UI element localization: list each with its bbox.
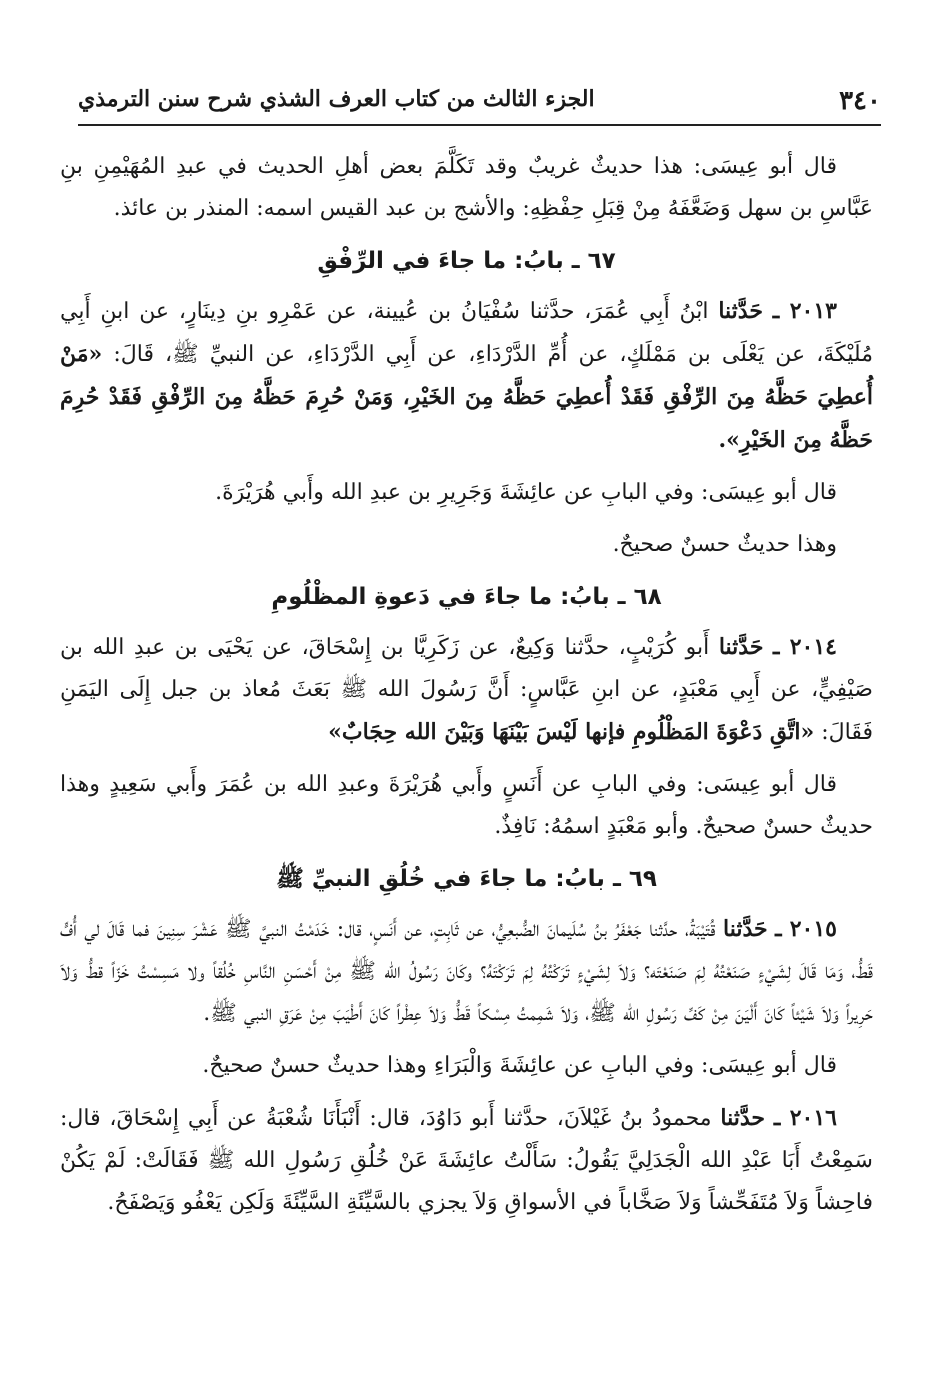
page-number: ٣٤٠ (839, 86, 881, 116)
paragraph-abu-isa-note: قال أبو عِيسَى: هذا حديثٌ غريبٌ وقد تَكَلَّمَ بعض أهلِ الحديث في عبدِ المُهَيْمِنِ بنِ عَبَّاسِ بن سهل وَضَعَّفَهُ مِنْ قِبَلِ حِفْظِهِ: والأشج بن عبد القيس اسمه: المنذر بن عائذ. (60, 154, 873, 221)
hadith-number: ٢٠١٤ ـ (773, 634, 837, 660)
isnad-text: ابْنُ أَبِي عُمَرَ، حدَّثنا سُفْيَانُ بن عُيينة، عن عَمْرِو بنِ دِينَارٍ، عن ابنِ أَبِي مُلَيْكَةَ، عن يَعْلَى بن مَمْلَكٍ، عن أُمِّ الدَّرْدَاءِ، عن أَبِي الدَّرْدَاءِ، عن النبيِّ ﷺ، قَالَ: (60, 299, 873, 367)
haddathana-label: حدَّثنا (720, 1105, 766, 1131)
paragraph-bab-note: قال أبو عِيسَى: وفي البابِ عن أَنَسٍ وأَبي هُرَيْرَةَ وعبدِ الله بن عُمَرَ وأَبي سَعِيدٍ وهذا حديثٌ حسنٌ صحيحٌ. وأبو مَعْبَدٍ اسمُهُ: نَافِذٌ. (60, 772, 873, 839)
haddathana-label: حَدَّثنا (723, 916, 768, 942)
haddathana-label: حَدَّثنا (718, 634, 764, 660)
running-title: الجزء الثالث من كتاب العرف الشذي شرح سنن الترمذي (78, 86, 595, 112)
isnad-text: أَبو كُرَيْبٍ، حدَّثنا وَكِيعٌ، عن زَكَرِيَّا بن إِسْحَاقَ، عن يَحْيَى بن عبدِ الله بن صَيْفِيٍّ، عن أَبِي مَعْبَدٍ، عن ابنِ عَبَّاسٍ: أَنَّ رَسُولَ الله ﷺ بَعَثَ مُعاذ بن جبل إِلَى اليَمَنِ فَقَالَ: (60, 635, 873, 745)
hadith-2015 (60, 908, 873, 1035)
hadith-text: قُتَيْبَةُ، حدَّثنا جَعْفَرُ بنُ سُلَيمانَ الضُّبعِيُّ، عن ثَابِتٍ، عن أَنَسٍ، قال: خَدَمْتُ النبيَّ ﷺ عَشْرَ سِنِينَ فما قَالَ لي أُفٍّ قَطُّ، وَمَا قَالَ لِشَيْءٍ صَنَعْتُهُ لِمَ صَنَعْتَه؟ وَلاَ لِشَيْءٍ تَرَكْتُهُ لِمَ تَرَكْتَهُ؟ وكَانَ رَسُولُ الله ﷺ مِنْ أَحْسَنِ النَّاسِ خُلُقاً ولا مَسِسْتُ خَزّاً قطُّ وَلاَ حَرِيراً وَلاَ شَيْئاً كَانَ أَلْيَنَ مِنْ كَفِّ رَسُولِ الله ﷺ، وَلاَ شَمِمتُ مِسْكاً قَطُّ وَلاَ عِطْراً كَانَ أَطْيَبَ مِنْ عَرَقِ النبي ﷺ. (60, 917, 873, 1026)
matn-text: «مَنْ أُعطِيَ حَظَّهُ مِنَ الرِّفْقِ فَقَدْ أُعطِيَ حَظَّهُ مِنَ الخَيْرِ، وَمَنْ حُرِمَ حَظَّهُ مِنَ الرِّفْقِ فَقَدْ حُرِمَ حَظَّهُ مِنَ الخَيْرِ». (60, 341, 874, 453)
hadith-2016 (60, 1097, 873, 1224)
hadith-number: ٢٠١٣ ـ (772, 298, 837, 324)
page-header (78, 84, 881, 126)
haddathana-label: حَدَّثنا (718, 298, 763, 324)
matn-text: «اتَّقِ دَعْوَةَ المَظْلُومِ فإنها لَيْسَ بَيْنَهَا وَبَيْنَ الله حِجَابٌ» (328, 719, 815, 745)
hadith-text: محمودُ بنُ غَيْلاَنَ، حدَّثنا أَبو دَاوُدَ، قال: أَنْبَأَنَا شُعْبَةُ عن أَبِي إِسْحَاقَ، قال: سَمِعْتُ أَبَا عَبْدِ الله الْجَدَلِيَّ يَقُولُ: سَأَلْتُ عائِشَةَ عَنْ خُلُقِ رَسُولِ الله ﷺ فَقَالَتْ: لَمْ يَكُنْ فاحِشاً وَلاَ مُتَفَحِّشاً وَلاَ صَخَّاباً في الأسواقِ وَلاَ يجزي بالسَّيِّئَةِ السَّيِّئَةَ وَلَكِن يَعْفُو وَيَصْفَحُ. (60, 1106, 873, 1215)
paragraph-bab-note: قال أبو عِيسَى: وفي البابِ عن عائِشَةَ وَجَرِيرِ بن عبدِ الله وأَبي هُرَيْرَةَ. (215, 480, 837, 505)
page-content (60, 146, 873, 1234)
hadith-number: ٢٠١٥ ـ (775, 916, 837, 942)
chapter-heading-67: ٦٧ ـ بابُ: ما جاءَ في الرِّفْقِ (317, 248, 616, 274)
paragraph-grading: وهذا حديثٌ حسنٌ صحيحٌ. (612, 532, 837, 557)
hadith-2014 (60, 626, 873, 754)
hadith-2013 (60, 290, 873, 462)
paragraph-bab-note: قال أبو عِيسَى: وفي البابِ عن عائِشَةَ وَالْبَرَاءِ وهذا حديثٌ حسنٌ صحيحٌ. (202, 1053, 837, 1078)
chapter-heading-69: ٦٩ ـ بابُ: ما جاءَ في خُلُقِ النبيِّ ﷺ (276, 866, 657, 892)
chapter-heading-68: ٦٨ ـ بابُ: ما جاءَ في دَعوةِ المظْلُومِ (271, 584, 662, 610)
hadith-number: ٢٠١٦ ـ (773, 1105, 837, 1131)
